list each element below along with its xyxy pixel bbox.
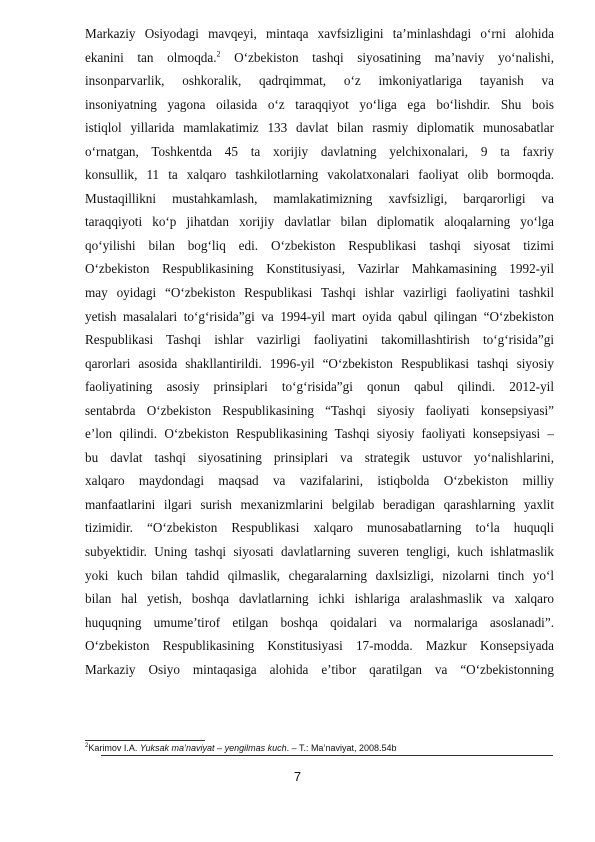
text-line: tizimidir. “O‘zbekiston Respublikasi xalqaro munosabatlarning to‘la huquqli xyxy=(85,520,554,536)
text-line: O‘zbekiston Respublikasining Konstitusiyasi 17-modda. Mazkur Konsepsiyada xyxy=(85,638,554,654)
text-line: istiqlol yillarida mamlakatimiz 133 davlat bilan rasmiy diplomatik munosabatlar xyxy=(85,120,554,136)
text-line: o‘rnatgan, Toshkentda 45 ta xorijiy davlatning yelchixonalari, 9 ta faxriy xyxy=(85,143,554,159)
footnote-rest: . – T.: Ma’naviyat, 2008.54b xyxy=(286,743,397,753)
text-line: bu davlat tashqi siyosatining prinsiplari va strategik ustuvor yo‘nalishlarini, xyxy=(85,449,554,465)
text-line: Markaziy Osiyo mintaqasiga alohida e’tibor qaratilgan va “O‘zbekistonning xyxy=(85,661,554,677)
page-number: 7 xyxy=(293,769,302,784)
text-line: qo‘yilishi bilan bog‘liq edi. O‘zbekiston Respublikasi tashqi siyosat tizimi xyxy=(85,237,554,253)
text-line: insoniyatning yagona oilasida o‘z taraqqiyot yo‘liga ega bo‘lishdir. Shu bois xyxy=(85,96,554,112)
footnote-number: 2 xyxy=(85,743,89,749)
text-line: manfaatlarini ilgari surish mexanizmlarini belgilab beradigan qarashlarning yaxlit xyxy=(85,496,554,512)
text-line: subyektidir. Uning tashqi siyosati davlatlarning suveren tengligi, kuch ishlatmaslik xyxy=(85,544,554,560)
text-line: faoliyatining asosiy prinsiplari to‘g‘risida”gi qonun qabul qilindi. 2012-yil xyxy=(85,379,554,395)
footnote xyxy=(85,742,555,754)
text-line: qarorlari asosida shakllantirildi. 1996-yil “O‘zbekiston Respublikasi tashqi siyosiy xyxy=(85,355,554,371)
text-line xyxy=(85,46,554,70)
footnote-ref: 2 xyxy=(216,49,221,59)
text-line: huquqning umume’tirof etilgan boshqa qoidalari va normalariga asoslanadi”. xyxy=(85,614,554,630)
text-line-part: O‘zbekiston tashqi siyosatining ma’naviy yo‘nalishi, xyxy=(234,49,554,65)
text-line: insonparvarlik, oshkoralik, qadrqimmat, o‘z imkoniyatlariga tayanish va xyxy=(85,73,554,89)
footnote-underline xyxy=(101,755,553,756)
body-paragraph xyxy=(85,22,554,681)
text-line: e’lon qilindi. O‘zbekiston Respublikasining Tashqi siyosiy faoliyati konsepsiyasi – xyxy=(85,426,554,442)
text-line: sentabrda O‘zbekiston Respublikasining “Tashqi siyosiy faoliyati konsepsiyasi” xyxy=(85,402,554,418)
text-line: Respublikasi Tashqi ishlar vazirligi faoliyatini takomillashtirish to‘g‘risida”gi xyxy=(85,332,554,348)
text-line: taraqqiyoti ko‘p jihatdan xorijiy davlatlar bilan diplomatik aloqalarning yo‘lga xyxy=(85,214,554,230)
text-line: O‘zbekiston Respublikasining Konstitusiyasi, Vazirlar Mahkamasining 1992-yil xyxy=(85,261,554,277)
footnote-author: Karimov I.A. xyxy=(88,743,140,753)
text-line: may oyidagi “O‘zbekiston Respublikasi Tashqi ishlar vazirligi faoliyatini tashkil xyxy=(85,285,554,301)
text-line: konsullik, 11 ta xalqaro tashkilotlarning vakolatxonalari faoliyat olib bormoqda. xyxy=(85,167,554,183)
text-line: bilan hal yetish, boshqa davlatlarning ichki ishlariga aralashmaslik va xalqaro xyxy=(85,591,554,607)
text-line: xalqaro maydondagi maqsad va vazifalarini, istiqbolda O‘zbekiston milliy xyxy=(85,473,554,489)
text-line: Markaziy Osiyodagi mavqeyi, mintaqa xavfsizligini ta’minlashdagi o‘rni alohida xyxy=(85,26,554,41)
text-line-part: ekanini tan olmoqda. xyxy=(85,49,217,65)
footnote-title: Yuksak ma’naviyat – yengilmas kuch xyxy=(139,743,287,753)
footnote-separator xyxy=(85,740,205,741)
text-line: Mustaqillikni mustahkamlash, mamlakatimizning xavfsizligi, barqarorligi va xyxy=(85,190,554,206)
text-line: yetish masalalari to‘g‘risida”gi va 1994-yil mart oyida qabul qilingan “O‘zbekiston xyxy=(85,308,554,324)
text-line: yoki kuch bilan tahdid qilmaslik, chegaralarning daxlsizligi, nizolarni tinch yo‘l xyxy=(85,567,554,583)
